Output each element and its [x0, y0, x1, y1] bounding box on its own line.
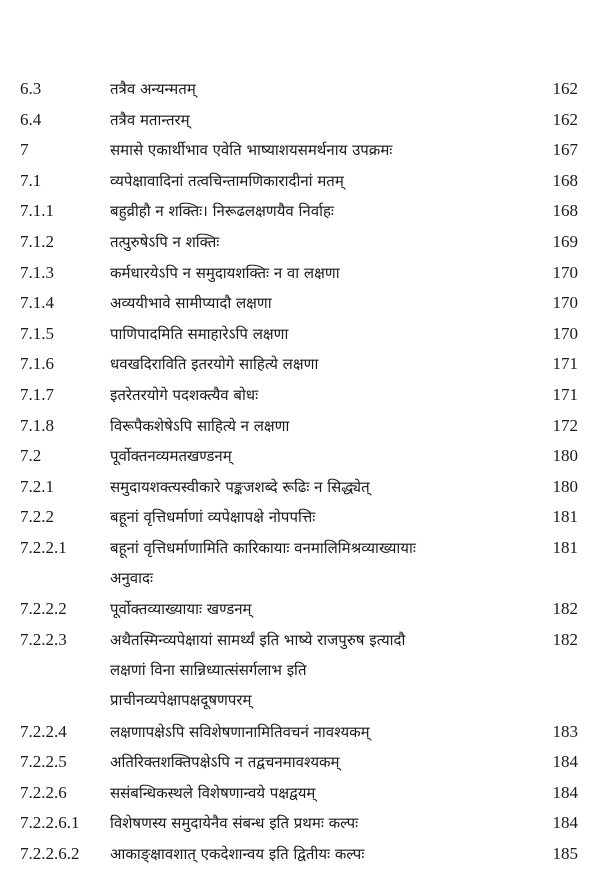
section-title: [110, 533, 522, 593]
section-number: 7.2.2.5: [20, 752, 67, 772]
section-title: [110, 135, 522, 165]
section-title-line: अव्ययीभावे सामीप्यादौ लक्षणा: [110, 294, 272, 313]
page-number: 182: [552, 629, 578, 649]
section-title-line: बहूनां वृत्तिधर्माणामिति कारिकायाः वनमालिमिश्रव्याख्यायाः: [110, 539, 416, 557]
section-title-line: पूर्वोक्तनव्यमतखण्डनम्: [110, 447, 232, 466]
page-number: 182: [552, 599, 578, 619]
section-title-line: लक्षणापक्षेऽपि सविशेषणानामितिवचनं नावश्यकम्: [110, 722, 370, 741]
section-number: 7.2.2.3: [20, 629, 67, 649]
section-title-line: कर्मधारयेऽपि न समुदायशक्तिः न वा लक्षणा: [110, 263, 340, 282]
toc-entry: [0, 625, 600, 709]
section-title: [110, 441, 522, 471]
page-number: 171: [552, 385, 578, 404]
section-title: [110, 319, 522, 349]
toc-entry: [0, 441, 600, 471]
page-number: 172: [552, 415, 578, 435]
section-title-line: ससंबन्धिकस्थले विशेषणान्वये पक्षद्वयम्: [110, 783, 316, 802]
section-title: [110, 288, 522, 318]
section-title: [110, 74, 522, 104]
section-number: 7.1.1: [20, 201, 54, 221]
section-title-line: पाणिपादमिति समाहारेऽपि लक्षणा: [110, 324, 289, 343]
toc-entry: [0, 166, 600, 196]
section-title: [110, 196, 522, 226]
toc-entry: [0, 105, 600, 135]
section-title-line: विरूपैकशेषेऽपि साहित्ये न लक्षणा: [110, 416, 290, 435]
page-number: 180: [552, 476, 578, 496]
section-title: [110, 105, 522, 135]
section-title-line: अथैतस्मिन्व्यपेक्षायां सामर्थ्यं इति भाष्ये राजपुरुष इत्यादौ: [110, 630, 406, 649]
section-title: [110, 778, 522, 808]
section-title-line: विशेषणस्य समुदायेनैव संबन्ध इति प्रथमः कल्पः: [110, 814, 359, 833]
section-title-line: धवखदिराविति इतरयोगे साहित्ये लक्षणा: [110, 355, 319, 374]
page-number: 170: [552, 293, 578, 313]
page-number: 168: [552, 170, 578, 190]
section-title-line: तत्रैव अन्यन्मतम्: [110, 80, 196, 98]
toc-entry: [0, 411, 600, 441]
toc-entry: [0, 227, 600, 257]
toc-entry: [0, 533, 600, 587]
section-title: [110, 594, 522, 624]
section-number: 7.2.2: [20, 507, 54, 527]
toc-entry: [0, 319, 600, 349]
page-number: 185: [552, 844, 578, 863]
page-number: 181: [552, 507, 578, 527]
page-number: 184: [552, 782, 578, 802]
section-title: [110, 411, 522, 441]
section-number: 7.1.7: [20, 385, 54, 404]
page-number: 169: [552, 232, 578, 251]
section-title: [110, 839, 522, 869]
section-number: 7.2.2.6.1: [20, 813, 80, 833]
section-title: [110, 258, 522, 288]
toc-entry: [0, 594, 600, 624]
section-title: [110, 380, 522, 410]
section-title-line: आकाङ्क्षावशात् एकदेशान्वय इति द्वितीयः कल्पः: [110, 845, 365, 863]
section-title-line: तत्पुरुषेऽपि न शक्तिः: [110, 233, 220, 251]
section-title: [110, 747, 522, 777]
section-number: 6.3: [20, 79, 42, 98]
toc-entry: [0, 74, 600, 104]
section-number: 7.2.2.6: [20, 782, 67, 802]
toc-entry: [0, 502, 600, 532]
section-title: [110, 166, 522, 196]
toc-entry: [0, 808, 600, 838]
toc-entry: [0, 135, 600, 165]
section-title-line: बहुव्रीहौ न शक्तिः। निरूढलक्षणयैव निर्वाहः: [110, 202, 334, 221]
toc-entry: [0, 380, 600, 410]
section-title-line: पूर्वोक्तव्याख्यायाः खण्डनम्: [110, 600, 252, 619]
toc-entry: [0, 778, 600, 808]
page-number: 184: [552, 813, 578, 833]
section-number: 7.1.6: [20, 354, 54, 374]
section-title-line: अनुवादः: [110, 569, 154, 587]
page-number: 180: [552, 446, 578, 466]
section-number: 7.1.8: [20, 415, 54, 435]
page-number: 170: [552, 323, 578, 343]
section-title-line: इतरेतरयोगे पदशक्त्यैव बोधः: [110, 386, 259, 404]
section-number: 7.1.3: [20, 262, 54, 282]
section-number: 7.1.2: [20, 232, 54, 251]
page-number: 167: [552, 140, 578, 160]
toc-entry: [0, 258, 600, 288]
section-title: [110, 717, 522, 747]
section-title: [110, 502, 522, 532]
section-number: 7.1: [20, 170, 42, 190]
section-number: 7.1.5: [20, 323, 54, 343]
toc-entry: [0, 472, 600, 502]
page-number: 183: [552, 721, 578, 741]
section-number: 7.2.2.6.2: [20, 844, 80, 863]
section-title-line: बहूनां वृत्तिधर्माणां व्यपेक्षापक्षे नोपपत्तिः: [110, 508, 316, 527]
section-title: [110, 472, 522, 502]
toc-entry: [0, 349, 600, 379]
toc-entry: [0, 196, 600, 226]
page-number: 184: [552, 752, 578, 772]
toc-entry: [0, 839, 600, 869]
section-title-line: अतिरिक्तशक्तिपक्षेऽपि न तद्वचनमावश्यकम्: [110, 753, 340, 772]
page-number: 181: [552, 538, 578, 557]
section-number: 7.2.2.2: [20, 599, 67, 619]
section-title: [110, 808, 522, 838]
page-number: 162: [552, 109, 578, 129]
section-number: 6.4: [20, 109, 42, 129]
page-number: 170: [552, 262, 578, 282]
section-title: [110, 349, 522, 379]
section-title-line: व्यपेक्षावादिनां तत्वचिन्तामणिकारादीनां मतम्: [110, 171, 344, 190]
section-title: [110, 625, 522, 715]
section-title: [110, 227, 522, 257]
page-number: 168: [552, 201, 578, 221]
section-number: 7.1.4: [20, 293, 54, 313]
section-title-line: समुदायशक्त्यस्वीकारे पङ्कजशब्दे रूढिः न सिद्ध्येत्: [110, 477, 370, 496]
section-number: 7.2: [20, 446, 42, 466]
section-title-line: तत्रैव मतान्तरम्: [110, 110, 190, 129]
toc-entry: [0, 288, 600, 318]
section-title-line: प्राचीनव्यपेक्षापक्षदूषणपरम्: [110, 690, 252, 709]
page-number: 171: [552, 354, 578, 374]
section-title-line: समासे एकार्थीभाव एवेति भाष्याशयसमर्थनाय उपक्रमः: [110, 141, 393, 160]
section-number: 7.2.1: [20, 476, 54, 496]
toc-entry: [0, 747, 600, 777]
page-number: 162: [552, 79, 578, 98]
section-title-line: लक्षणां विना सान्निध्यात्संसर्गलाभ इति: [110, 660, 307, 679]
section-number: 7.2.2.1: [20, 538, 67, 557]
toc-entry: [0, 717, 600, 747]
section-number: 7: [20, 140, 29, 160]
section-number: 7.2.2.4: [20, 721, 67, 741]
